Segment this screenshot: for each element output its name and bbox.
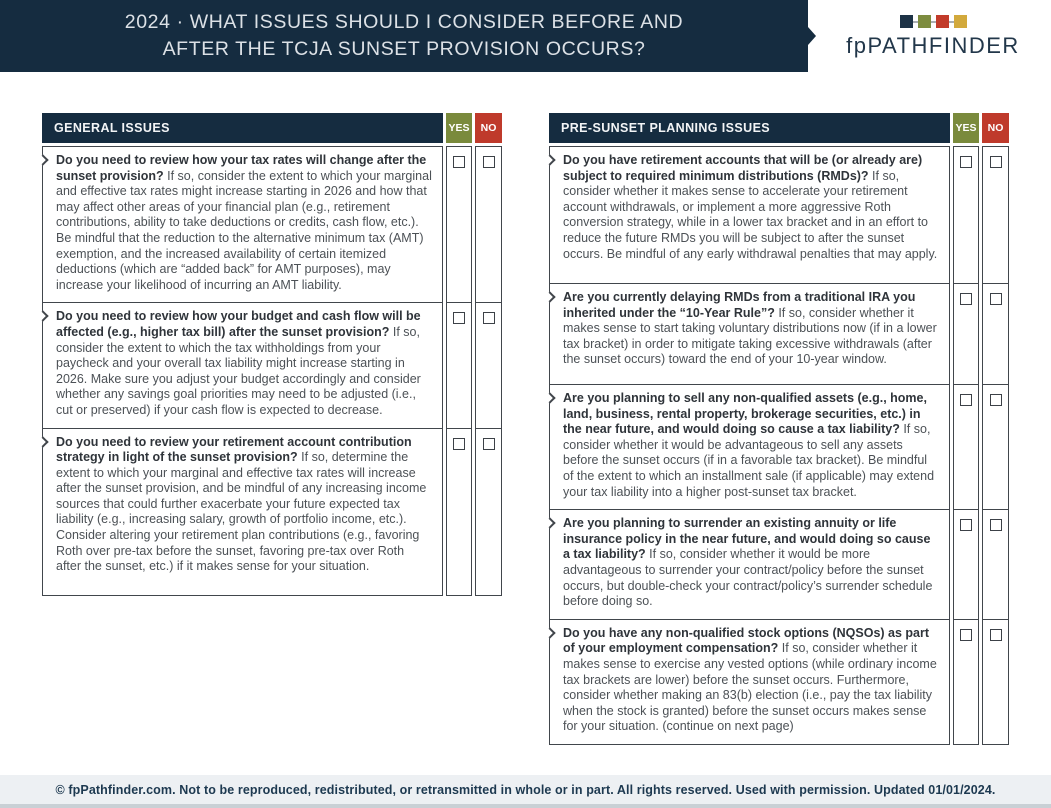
yes-cell bbox=[953, 620, 979, 745]
question-cell bbox=[549, 385, 950, 510]
yes-cell bbox=[446, 429, 472, 596]
question-text: Are you planning to surrender an existing annuity or life insurance policy in the near future, and would doing so cause a tax liability? If so, consider whether it would be more advantageous to surrender your contract/policy before the sunset occurs, but double-check your contract/policy’s surrender schedule before doing so. bbox=[563, 516, 933, 609]
copyright-text: © fpPathfinder.com. Not to be reproduced, redistributed, or retransmitted in whole or in part. All rights reserved. Used with permission. Updated 01/01/2024. bbox=[55, 782, 996, 797]
question-text: Are you currently delaying RMDs from a traditional IRA you inherited under the “10-Year Rule”? If so, consider whether it makes sense to start taking voluntary distributions now (if in a lower tax bracket) in order to mitigate taking excessive withdrawals (after the sunset occurs) toward the end of your 10-year window. bbox=[563, 290, 937, 367]
question-row bbox=[549, 385, 1009, 510]
question-row bbox=[42, 429, 502, 596]
question-cell bbox=[549, 284, 950, 385]
question-row bbox=[549, 620, 1009, 745]
question-text: Do you have retirement accounts that will be (or already are) subject to required minimum distributions (RMDs)? If so, consider whether it makes sense to accelerate your retirement account withdrawals, or implement a more aggressive Roth conversion strategy, while in a lower tax bracket and in an effort to reduce the future RMDs you will be subject to after the sunset occurs. Be mindful of any early withdrawal penalties that may apply. bbox=[563, 153, 938, 261]
yes-checkbox[interactable] bbox=[960, 394, 972, 406]
no-cell bbox=[982, 146, 1009, 284]
no-cell bbox=[982, 510, 1009, 620]
yes-cell bbox=[953, 385, 979, 510]
no-checkbox[interactable] bbox=[990, 156, 1002, 168]
header-band bbox=[0, 0, 808, 72]
question-cell bbox=[549, 510, 950, 620]
chevron-right-icon bbox=[544, 627, 555, 638]
footer-bottom-strip bbox=[0, 804, 1051, 808]
no-column-header: NO bbox=[475, 113, 502, 143]
yes-checkbox[interactable] bbox=[960, 629, 972, 641]
yes-cell bbox=[953, 510, 979, 620]
question-cell bbox=[42, 146, 443, 303]
table-title: GENERAL ISSUES bbox=[42, 113, 443, 143]
general-issues-rows bbox=[42, 146, 502, 596]
no-checkbox[interactable] bbox=[990, 293, 1002, 305]
chevron-right-icon bbox=[37, 154, 48, 165]
question-row bbox=[42, 146, 502, 303]
no-checkbox[interactable] bbox=[483, 312, 495, 324]
yes-checkbox[interactable] bbox=[453, 438, 465, 450]
page-title bbox=[0, 0, 808, 63]
yes-checkbox[interactable] bbox=[960, 519, 972, 531]
yes-cell bbox=[953, 146, 979, 284]
no-checkbox[interactable] bbox=[483, 438, 495, 450]
chevron-right-icon bbox=[544, 291, 555, 302]
no-checkbox[interactable] bbox=[990, 519, 1002, 531]
question-text: Do you need to review your retirement account contribution strategy in light of the sunset provision? If so, determine the extent to which your marginal and effective tax rates will increase after the sunset provision, and be mindful of any increasing income sources that could further exacerbate your future expected tax liability (e.g., increasing salary, growth of portfolio income, etc.). Consider altering your retirement plan contributions (e.g., favoring Roth over pre-tax before the sunset, favoring pre-tax over Roth after the sunset, etc.) if it makes sense for your situation. bbox=[56, 434, 427, 574]
yes-checkbox[interactable] bbox=[960, 156, 972, 168]
no-cell bbox=[982, 620, 1009, 745]
chevron-right-icon bbox=[37, 311, 48, 322]
no-cell bbox=[475, 429, 502, 596]
yes-checkbox[interactable] bbox=[960, 293, 972, 305]
question-row bbox=[549, 284, 1009, 385]
question-row bbox=[549, 510, 1009, 620]
page-title-line1: 2024 · WHAT ISSUES SHOULD I CONSIDER BEFORE AND bbox=[124, 11, 684, 33]
page-title-line2: AFTER THE TCJA SUNSET PROVISION OCCURS? bbox=[162, 38, 646, 60]
no-column-header: NO bbox=[982, 113, 1009, 143]
pre-sunset-issues-header bbox=[549, 113, 1009, 143]
general-issues-header bbox=[42, 113, 502, 143]
no-cell bbox=[475, 146, 502, 303]
chevron-right-icon bbox=[544, 154, 555, 165]
no-cell bbox=[982, 385, 1009, 510]
chevron-right-icon bbox=[544, 392, 555, 403]
pre-sunset-issues-rows bbox=[549, 146, 1009, 745]
question-text: Do you need to review how your budget and cash flow will be affected (e.g., higher tax bill) after the sunset provision? If so, consider the extent to which the tax withholdings from your paycheck and your overall tax liability might increase starting in 2026. Make sure you adjust your budget accordingly and consider whether any savings goal priorities may need to be adjusted (i.e., cut or preserved) if your cash flow is expected to decrease. bbox=[56, 309, 421, 417]
yes-cell bbox=[446, 303, 472, 428]
no-checkbox[interactable] bbox=[990, 394, 1002, 406]
question-text: Do you have any non-qualified stock options (NQSOs) as part of your employment compensation? If so, consider whether it makes sense to exercise any vested options (while ordinary income tax brackets are lower) before the sunset occurs. Furthermore, consider whether making an 83(b) election (i.e., pay the tax liability when the stock is granted) before the sunset occurs makes sense for your situation. (continue on next page) bbox=[563, 625, 937, 734]
logo-squares-icon bbox=[815, 15, 1051, 28]
pre-sunset-issues-table bbox=[549, 113, 1009, 745]
yes-column-header: YES bbox=[953, 113, 979, 143]
logo-square bbox=[936, 15, 949, 28]
no-cell bbox=[982, 284, 1009, 385]
general-issues-table bbox=[42, 113, 502, 596]
logo-square bbox=[918, 15, 931, 28]
yes-column-header: YES bbox=[446, 113, 472, 143]
page-header bbox=[0, 0, 1051, 72]
chevron-right-icon bbox=[544, 517, 555, 528]
question-text: Do you need to review how your tax rates will change after the sunset provision? If so, consider the extent to which your marginal and effective tax rates might increase starting in 2026 and how that may affect other areas of your financial plan (e.g., retirement contributions, ability to take deductions or credits, cash flow, etc.). Be mindful that the reduction to the alternative minimum tax (AMT) exemption, and the increased availability of certain itemized deductions (which are “added back” for AMT purposes), may increase your likelihood of incurring an AMT liability. bbox=[56, 153, 432, 292]
question-row bbox=[549, 146, 1009, 284]
logo-square bbox=[900, 15, 913, 28]
yes-cell bbox=[446, 146, 472, 303]
no-checkbox[interactable] bbox=[483, 156, 495, 168]
logo-square bbox=[954, 15, 967, 28]
question-row bbox=[42, 303, 502, 428]
question-cell bbox=[42, 429, 443, 596]
no-cell bbox=[475, 303, 502, 428]
question-cell bbox=[549, 146, 950, 284]
yes-cell bbox=[953, 284, 979, 385]
yes-checkbox[interactable] bbox=[453, 312, 465, 324]
logo-text: fpPATHFINDER bbox=[846, 33, 1020, 58]
question-text: Are you planning to sell any non-qualified assets (e.g., home, land, business, rental property, brokerage securities, etc.) in the near future, and would doing so cause a tax liability? If so, consider whether it would be advantageous to sell any assets before the sunset occurs (if in a favorable tax bracket). Be mindful of the extent to which an installment sale (if applicable) may extend your tax liability into a higher post-sunset tax bracket. bbox=[563, 391, 935, 499]
yes-checkbox[interactable] bbox=[453, 156, 465, 168]
chevron-right-icon bbox=[37, 436, 48, 447]
brand-logo bbox=[815, 0, 1051, 72]
no-checkbox[interactable] bbox=[990, 629, 1002, 641]
footer-bar bbox=[0, 775, 1051, 804]
question-cell bbox=[42, 303, 443, 428]
question-cell bbox=[549, 620, 950, 745]
table-title: PRE-SUNSET PLANNING ISSUES bbox=[549, 113, 950, 143]
